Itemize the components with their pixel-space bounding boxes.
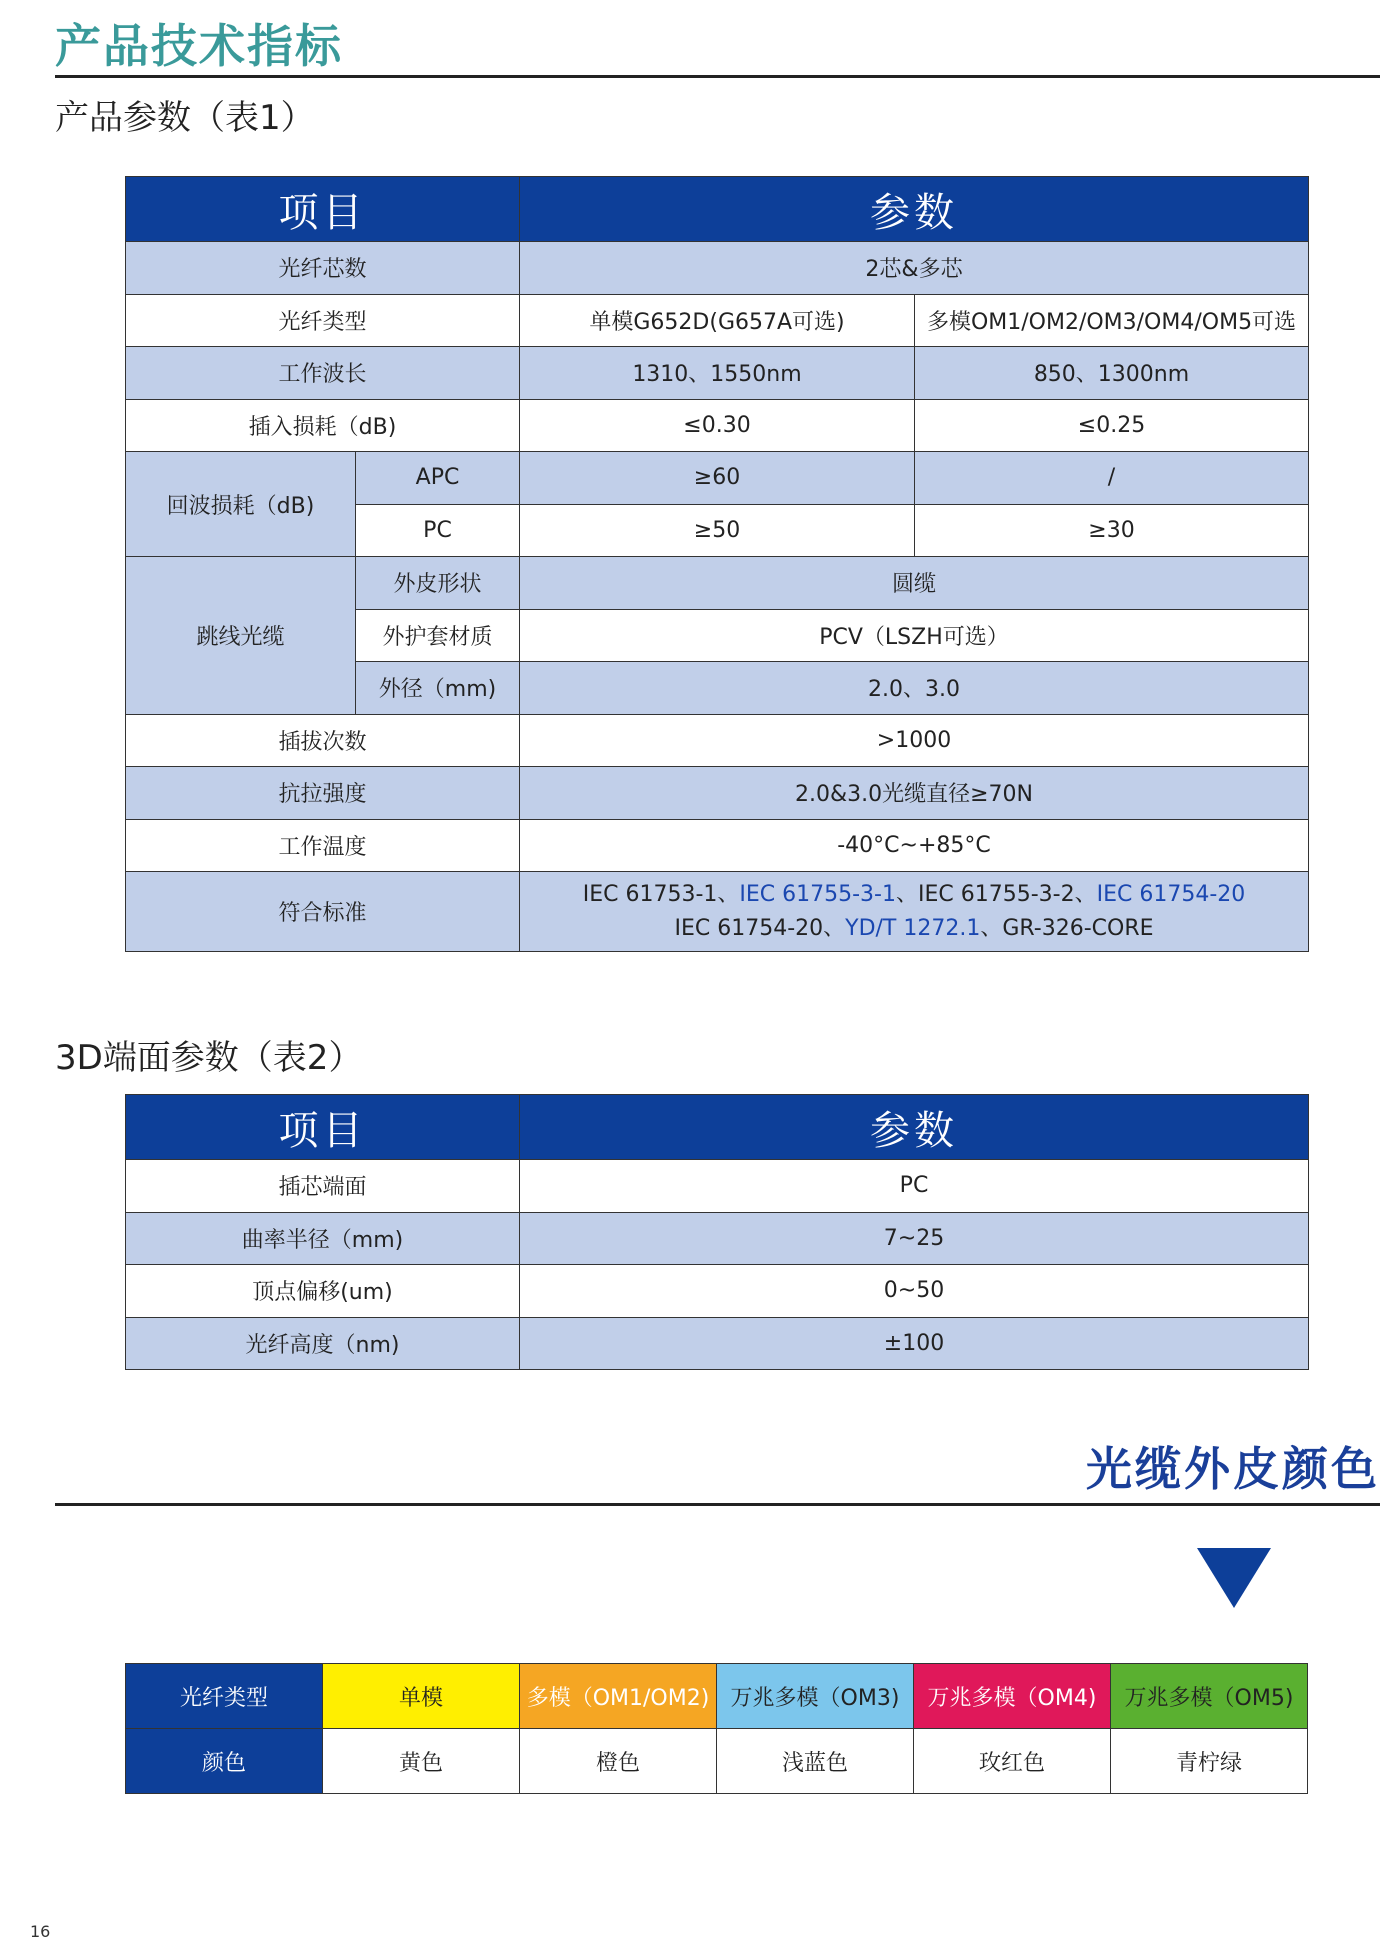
fiber-type-cell: 单模 (323, 1664, 520, 1729)
row-label: 符合标准 (126, 872, 520, 952)
table-row (126, 242, 1309, 295)
row-value: PC (520, 1160, 1309, 1213)
row-label: 插拔次数 (126, 714, 520, 767)
color-label: 颜色 (126, 1729, 323, 1794)
sub-label: 外皮形状 (356, 557, 520, 610)
table2-caption: 3D端面参数（表2） (55, 1038, 363, 1078)
table-row (126, 399, 1309, 452)
row-label: 跳线光缆 (126, 557, 356, 715)
down-arrow-icon (1197, 1548, 1271, 1608)
standard-text: 、GR-326-CORE (980, 915, 1154, 941)
row-label: 光纤类型 (126, 294, 520, 347)
sub-label: APC (356, 452, 520, 505)
table-row (126, 1729, 1308, 1794)
row-label: 插芯端面 (126, 1160, 520, 1213)
sub-label: PC (356, 504, 520, 557)
sub-label: 外径（mm) (356, 662, 520, 715)
row-label: 工作波长 (126, 347, 520, 400)
row-label: 抗拉强度 (126, 767, 520, 820)
value-single-mode: ≥60 (520, 452, 915, 505)
row-label: 顶点偏移(um) (126, 1265, 520, 1318)
table-row (126, 1265, 1309, 1318)
title-divider (55, 75, 1380, 78)
value-single-mode: ≥50 (520, 504, 915, 557)
table1-caption: 产品参数（表1） (55, 98, 315, 138)
sub-label: 外护套材质 (356, 609, 520, 662)
color-section-divider (55, 1503, 1380, 1506)
header-parameter: 参数 (520, 1095, 1309, 1160)
table-row (126, 1664, 1308, 1729)
color-name-cell: 橙色 (520, 1729, 717, 1794)
table-row (126, 347, 1309, 400)
standard-text: IEC 61754-20 (1096, 881, 1246, 907)
row-label: 光纤高度（nm) (126, 1317, 520, 1370)
color-name-cell: 浅蓝色 (717, 1729, 914, 1794)
standard-text: YD/T 1272.1 (845, 915, 981, 941)
header-item: 项目 (126, 1095, 520, 1160)
table-row (126, 1317, 1309, 1370)
product-parameters-table (125, 176, 1309, 952)
row-value: PCV（LSZH可选） (520, 609, 1309, 662)
row-value: 7~25 (520, 1212, 1309, 1265)
cable-color-title: 光缆外皮颜色 (1086, 1442, 1380, 1496)
table-row (126, 872, 1309, 952)
table-row (126, 294, 1309, 347)
row-label: 回波损耗（dB) (126, 452, 356, 557)
value-multi-mode: ≤0.25 (915, 399, 1309, 452)
value-single-mode: ≤0.30 (520, 399, 915, 452)
fiber-type-cell: 万兆多模（OM3) (717, 1664, 914, 1729)
standard-text: IEC 61754-20、 (674, 915, 846, 941)
value-multi-mode: ≥30 (915, 504, 1309, 557)
table-row (126, 1212, 1309, 1265)
row-label: 曲率半径（mm) (126, 1212, 520, 1265)
color-name-cell: 青柠绿 (1111, 1729, 1308, 1794)
table-row (126, 557, 1309, 610)
table-row (126, 1160, 1309, 1213)
color-name-cell: 玫红色 (914, 1729, 1111, 1794)
value-multi-mode: 多模OM1/OM2/OM3/OM4/OM5可选 (915, 294, 1309, 347)
cable-color-table (125, 1663, 1308, 1794)
row-value: 圆缆 (520, 557, 1309, 610)
standards-line-1 (520, 878, 1308, 912)
value-single-mode: 单模G652D(G657A可选) (520, 294, 915, 347)
row-value: -40°C~+85°C (520, 819, 1309, 872)
standards-cell (520, 872, 1309, 952)
color-name-cell: 黄色 (323, 1729, 520, 1794)
fiber-type-cell: 多模（OM1/OM2) (520, 1664, 717, 1729)
row-value: 2.0&3.0光缆直径≥70N (520, 767, 1309, 820)
value-multi-mode: 850、1300nm (915, 347, 1309, 400)
standards-line-2 (520, 912, 1308, 946)
row-value: ±100 (520, 1317, 1309, 1370)
row-label: 光纤芯数 (126, 242, 520, 295)
page-title: 产品技术指标 (55, 19, 343, 73)
fiber-type-cell: 万兆多模（OM5) (1111, 1664, 1308, 1729)
fiber-type-label: 光纤类型 (126, 1664, 323, 1729)
page-number: 16 (30, 1922, 51, 1941)
table-row (126, 767, 1309, 820)
header-parameter: 参数 (520, 177, 1309, 242)
standard-text: IEC 61753-1、 (582, 881, 740, 907)
endface-parameters-table (125, 1094, 1309, 1370)
row-value: 0~50 (520, 1265, 1309, 1318)
standard-text: 、IEC 61755-3-2、 (896, 881, 1097, 907)
standard-text: IEC 61755-3-1 (739, 881, 896, 907)
row-value: >1000 (520, 714, 1309, 767)
value-multi-mode: / (915, 452, 1309, 505)
header-item: 项目 (126, 177, 520, 242)
table-row (126, 714, 1309, 767)
row-value: 2芯&多芯 (520, 242, 1309, 295)
fiber-type-cell: 万兆多模（OM4) (914, 1664, 1111, 1729)
row-value: 2.0、3.0 (520, 662, 1309, 715)
value-single-mode: 1310、1550nm (520, 347, 915, 400)
table-row (126, 819, 1309, 872)
row-label: 工作温度 (126, 819, 520, 872)
table-row (126, 452, 1309, 505)
row-label: 插入损耗（dB) (126, 399, 520, 452)
